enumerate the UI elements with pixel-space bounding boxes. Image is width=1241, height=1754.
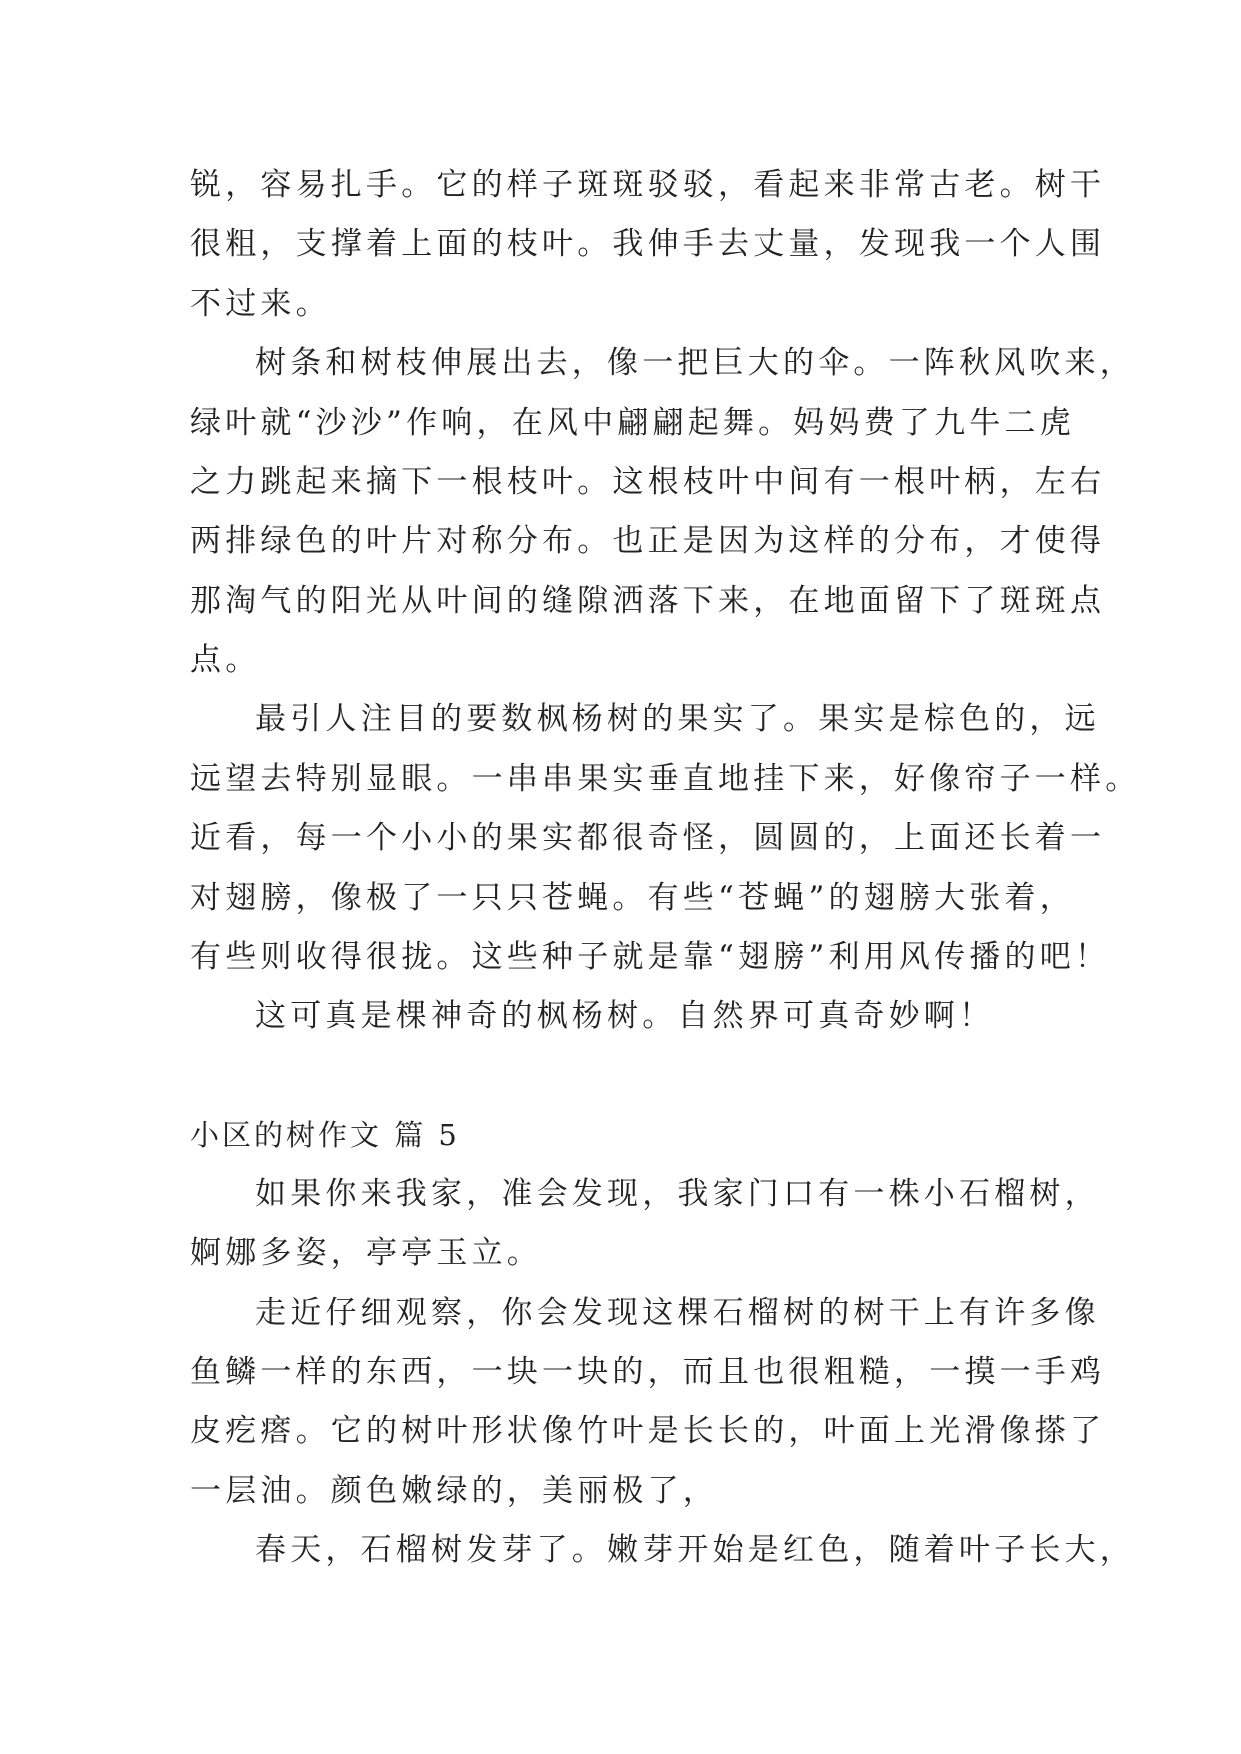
paragraph-start: 最引人注目的要数枫杨树的果实了。果实是棕色的，远 bbox=[255, 701, 1100, 737]
text-line: 绿叶就“沙沙”作响，在风中翩翩起舞。妈妈费了九牛二虎 bbox=[190, 405, 1075, 441]
text-line: 有些则收得很拢。这些种子就是靠“翅膀”利用风传播的吧！ bbox=[190, 939, 1111, 975]
text-line: 一层油。颜色嫩绿的，美丽极了， bbox=[190, 1473, 718, 1509]
paragraph-start: 树条和树枝伸展出去，像一把巨大的伞。一阵秋风吹来， bbox=[255, 345, 1135, 381]
text-line: 锐，容易扎手。它的样子斑斑驳驳，看起来非常古老。树干 bbox=[190, 167, 1106, 203]
text-line: 远望去特别显眼。一串串果实垂直地挂下来，好像帘子一样。 bbox=[190, 761, 1141, 797]
text-line: 之力跳起来摘下一根枝叶。这根枝叶中间有一根叶柄，左右 bbox=[190, 464, 1106, 500]
paragraph-start: 春天，石榴树发芽了。嫩芽开始是红色，随着叶子长大， bbox=[255, 1532, 1135, 1568]
text-line: 对翅膀，像极了一只只苍蝇。有些“苍蝇”的翅膀大张着， bbox=[190, 880, 1075, 916]
section-heading: 小区的树作文 篇 5 bbox=[190, 1118, 460, 1152]
paragraph-start: 走近仔细观察，你会发现这棵石榴树的树干上有许多像 bbox=[255, 1295, 1100, 1331]
text-line: 近看，每一个小小的果实都很奇怪，圆圆的，上面还长着一 bbox=[190, 820, 1106, 856]
text-line: 两排绿色的叶片对称分布。也正是因为这样的分布，才使得 bbox=[190, 523, 1106, 559]
text-line: 婀娜多姿，亭亭玉立。 bbox=[190, 1235, 542, 1271]
text-line: 点。 bbox=[190, 642, 261, 678]
text-line: 很粗，支撑着上面的枝叶。我伸手去丈量，发现我一个人围 bbox=[190, 226, 1106, 262]
text-line: 不过来。 bbox=[190, 286, 331, 322]
text-line: 那淘气的阳光从叶间的缝隙洒落下来，在地面留下了斑斑点 bbox=[190, 583, 1106, 619]
paragraph-start: 如果你来我家，准会发现，我家门口有一株小石榴树， bbox=[255, 1176, 1100, 1212]
text-line: 鱼鳞一样的东西，一块一块的，而且也很粗糙，一摸一手鸡 bbox=[190, 1354, 1106, 1390]
paragraph-start: 这可真是棵神奇的枫杨树。自然界可真奇妙啊！ bbox=[255, 998, 995, 1034]
text-line: 皮疙瘩。它的树叶形状像竹叶是长长的，叶面上光滑像搽了 bbox=[190, 1413, 1106, 1449]
